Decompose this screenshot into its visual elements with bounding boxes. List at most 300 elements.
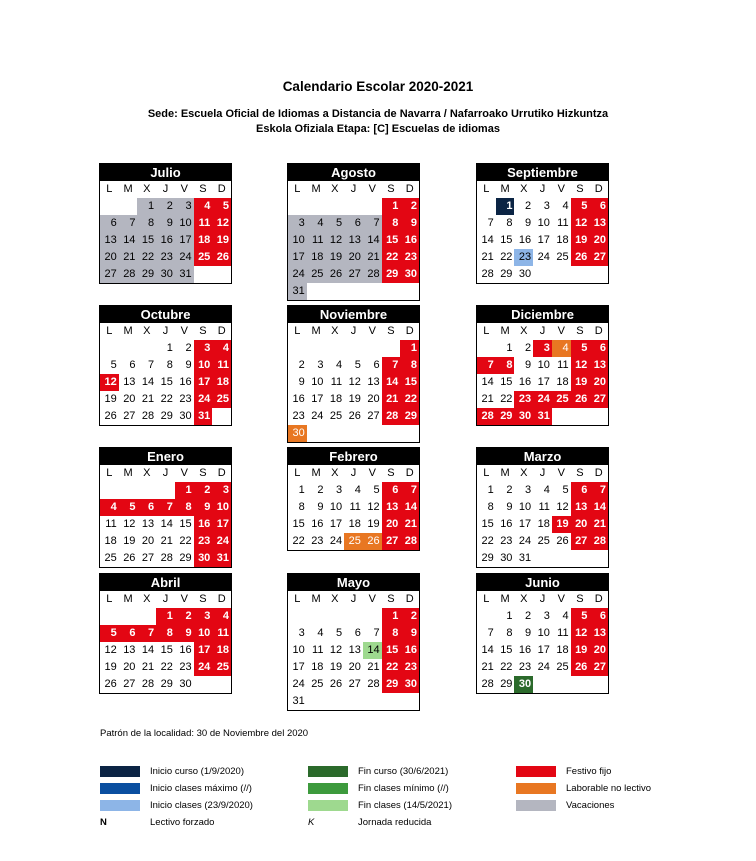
day-cell [212, 676, 231, 693]
day-cell [552, 266, 571, 283]
day-cell: 2 [185, 342, 192, 354]
week-row [288, 608, 419, 625]
weekday-label: J [350, 183, 357, 195]
day-cell: 11 [105, 518, 117, 530]
day-cell: 8 [487, 501, 494, 513]
day-cell: 25 [194, 249, 213, 266]
day-cell: 10 [329, 501, 343, 513]
weekday-label: X [143, 467, 151, 479]
weekday-label: S [199, 325, 207, 337]
day-cell: 23 [514, 249, 533, 266]
day-cell: 4 [212, 608, 231, 625]
day-cell: 10 [311, 376, 324, 388]
weekday-label: J [539, 183, 546, 195]
weekday-label: D [594, 593, 603, 605]
day-cell [194, 266, 213, 283]
day-cell [589, 408, 608, 425]
day-cell: 3 [336, 484, 343, 496]
day-cell: 22 [500, 251, 513, 263]
day-cell: 12 [329, 644, 343, 656]
day-cell: 12 [100, 374, 119, 391]
day-cell: 27 [123, 410, 136, 422]
day-cell: 7 [373, 627, 380, 639]
day-cell: 12 [571, 357, 590, 374]
week-row [100, 533, 231, 550]
day-cell [363, 693, 382, 710]
day-cell: 8 [506, 217, 513, 229]
day-cell [344, 608, 363, 625]
weekday-header [100, 465, 231, 482]
month-title: Abril [100, 574, 231, 591]
weekday-label: J [539, 593, 546, 605]
day-cell: 12 [325, 232, 344, 249]
day-cell: 24 [292, 678, 305, 690]
day-cell: 30 [400, 266, 419, 283]
day-cell: 21 [481, 393, 494, 405]
day-cell [344, 693, 363, 710]
day-cell: 17 [292, 661, 305, 673]
day-cell: 18 [194, 232, 213, 249]
day-cell: 6 [129, 359, 136, 371]
day-cell: 27 [141, 552, 155, 564]
weekday-label: J [350, 325, 357, 337]
weekday-label: L [483, 325, 490, 337]
weekday-label: M [123, 183, 133, 195]
legend-label: Fin clases (14/5/2021) [358, 800, 452, 811]
day-cell: 5 [110, 359, 117, 371]
week-row [288, 357, 419, 374]
day-cell: 17 [537, 644, 550, 656]
day-cell: 24 [537, 251, 550, 263]
day-cell: 30 [179, 410, 192, 422]
week-row [477, 659, 608, 676]
day-cell: 21 [160, 535, 173, 547]
legend-swatch [516, 766, 556, 777]
day-cell: 29 [400, 408, 419, 425]
weekday-label: S [576, 593, 584, 605]
day-cell: 5 [336, 627, 343, 639]
month-febrero [287, 447, 420, 551]
day-cell: 12 [123, 518, 136, 530]
weekday-label: J [162, 467, 169, 479]
day-cell: 5 [354, 359, 361, 371]
day-cell: 18 [556, 644, 569, 656]
day-cell: 19 [367, 518, 380, 530]
weekday-header [100, 181, 231, 198]
day-cell: 22 [382, 659, 401, 676]
weekday-label: S [387, 325, 395, 337]
day-cell: 3 [212, 482, 231, 499]
week-row [288, 482, 419, 499]
day-cell: 2 [400, 608, 419, 625]
day-cell [382, 693, 401, 710]
day-cell: 11 [538, 501, 550, 513]
day-cell: 13 [344, 232, 363, 249]
month-title: Marzo [477, 448, 608, 465]
day-cell [288, 198, 307, 215]
day-cell: 4 [354, 484, 361, 496]
day-cell: 7 [137, 625, 156, 642]
legend-swatch [308, 766, 348, 777]
day-cell: 7 [148, 359, 155, 371]
day-cell: 5 [212, 198, 231, 215]
week-row [100, 266, 231, 283]
page-title: Calendario Escolar 2020-2021 [282, 79, 474, 94]
weekday-label: V [368, 183, 376, 195]
weekday-label: M [123, 467, 133, 479]
day-cell: 3 [525, 484, 532, 496]
month-junio [476, 573, 609, 694]
day-cell: 15 [481, 518, 494, 530]
day-cell: 1 [506, 610, 513, 622]
weekday-label: M [500, 467, 510, 479]
month-title: Febrero [288, 448, 419, 465]
week-row [477, 533, 608, 550]
weekday-label: J [350, 467, 357, 479]
day-cell: 21 [589, 516, 608, 533]
day-cell: 14 [400, 499, 419, 516]
week-row [288, 659, 419, 676]
day-cell [288, 608, 307, 625]
day-cell: 31 [288, 283, 307, 300]
week-row [477, 642, 608, 659]
day-cell: 5 [571, 340, 590, 357]
legend-item [516, 783, 651, 794]
day-cell: 19 [348, 393, 361, 405]
day-cell: 3 [194, 340, 213, 357]
legend-swatch [516, 800, 556, 811]
legend-item [516, 766, 611, 777]
day-cell [119, 608, 138, 625]
day-cell: 23 [500, 535, 513, 547]
day-cell: 19 [571, 374, 590, 391]
weekday-label: J [350, 593, 357, 605]
day-cell: 21 [481, 251, 494, 263]
weekday-label: D [217, 325, 226, 337]
day-cell: 28 [400, 533, 419, 550]
day-cell: 6 [354, 627, 361, 639]
week-row [100, 642, 231, 659]
weekday-label: X [331, 183, 339, 195]
day-cell [382, 340, 401, 357]
sede-info [0, 107, 756, 137]
day-cell [552, 676, 571, 693]
day-cell: 4 [562, 610, 569, 622]
weekday-label: X [331, 593, 339, 605]
week-row [288, 283, 419, 300]
day-cell: 28 [382, 408, 401, 425]
day-cell: 8 [298, 501, 305, 513]
weekday-label: S [576, 467, 584, 479]
day-cell: 16 [179, 644, 192, 656]
day-cell: 3 [317, 359, 324, 371]
day-cell: 13 [589, 215, 608, 232]
day-cell: 30 [514, 676, 533, 693]
day-cell: 4 [543, 484, 550, 496]
day-cell: 20 [367, 393, 380, 405]
month-title: Julio [100, 164, 231, 181]
week-row [100, 676, 231, 693]
day-cell: 28 [481, 678, 494, 690]
day-cell [325, 608, 344, 625]
weekday-label: D [405, 593, 414, 605]
day-cell: 31 [212, 550, 231, 567]
day-cell: 12 [367, 501, 380, 513]
day-cell: 4 [317, 627, 324, 639]
weekday-label: D [405, 467, 414, 479]
day-cell: 26 [571, 391, 590, 408]
day-cell: 17 [537, 376, 550, 388]
day-cell: 8 [506, 627, 513, 639]
day-cell [212, 266, 231, 283]
day-cell: 14 [363, 642, 382, 659]
day-cell: 7 [477, 357, 496, 374]
day-cell: 14 [382, 374, 401, 391]
day-cell: 29 [137, 266, 156, 283]
day-cell: 16 [179, 376, 192, 388]
week-row [288, 408, 419, 425]
day-cell [307, 283, 326, 300]
day-cell: 16 [400, 642, 419, 659]
day-cell: 15 [400, 374, 419, 391]
day-cell: 20 [344, 249, 363, 266]
day-cell [477, 198, 496, 215]
week-row [100, 659, 231, 676]
day-cell [307, 693, 326, 710]
week-row [477, 266, 608, 283]
day-cell: 18 [212, 642, 231, 659]
day-cell: 10 [537, 627, 550, 639]
legend-symbol: N [100, 817, 107, 828]
day-cell [363, 283, 382, 300]
week-row [477, 391, 608, 408]
day-cell [156, 482, 175, 499]
day-cell: 3 [288, 215, 307, 232]
day-cell: 16 [500, 518, 513, 530]
legend-item [308, 817, 431, 828]
weekday-label: L [483, 183, 490, 195]
day-cell: 10 [292, 644, 305, 656]
day-cell: 19 [571, 232, 590, 249]
day-cell: 22 [160, 393, 173, 405]
legend-label: Laborable no lectivo [566, 783, 652, 794]
day-cell: 9 [185, 359, 192, 371]
weekday-header [100, 323, 231, 340]
day-cell: 13 [123, 376, 136, 388]
day-cell: 12 [556, 501, 569, 513]
day-cell: 20 [589, 232, 608, 249]
legend-swatch [100, 800, 140, 811]
day-cell: 13 [123, 644, 136, 656]
weekday-label: X [143, 183, 151, 195]
day-cell: 2 [400, 198, 419, 215]
week-row [288, 215, 419, 232]
weekday-label: M [123, 325, 133, 337]
legend-label: Fin curso (30/6/2021) [358, 766, 449, 777]
day-cell [477, 608, 496, 625]
day-cell: 9 [194, 499, 213, 516]
weekday-label: D [217, 593, 226, 605]
day-cell: 16 [518, 644, 532, 656]
legend-label: Vacaciones [566, 800, 615, 811]
weekday-label: D [217, 467, 226, 479]
day-cell: 11 [330, 376, 343, 388]
weekday-label: D [405, 183, 414, 195]
legend-item [100, 817, 214, 828]
day-cell: 15 [160, 644, 173, 656]
legend-label: Festivo fijo [566, 766, 612, 777]
day-cell: 23 [514, 391, 533, 408]
weekday-label: D [405, 325, 414, 337]
day-cell: 6 [589, 608, 608, 625]
day-cell [363, 198, 382, 215]
week-row [100, 391, 231, 408]
day-cell: 6 [119, 625, 138, 642]
day-cell: 5 [571, 198, 590, 215]
day-cell: 11 [212, 625, 231, 642]
weekday-header [477, 591, 608, 608]
day-cell: 30 [500, 552, 513, 564]
month-title: Octubre [100, 306, 231, 323]
day-cell: 23 [194, 533, 213, 550]
day-cell: 25 [307, 266, 326, 283]
weekday-label: L [294, 593, 301, 605]
day-cell: 13 [382, 499, 401, 516]
day-cell: 23 [179, 393, 192, 405]
day-cell [307, 608, 326, 625]
legend-item [100, 800, 253, 811]
weekday-label: X [331, 325, 339, 337]
day-cell [325, 283, 344, 300]
day-cell: 13 [589, 357, 608, 374]
day-cell [307, 340, 326, 357]
day-cell: 27 [367, 410, 380, 422]
day-cell [533, 266, 552, 283]
day-cell: 25 [556, 251, 569, 263]
day-cell: 26 [556, 535, 569, 547]
day-cell: 31 [518, 552, 532, 564]
month-agosto [287, 163, 420, 301]
week-row [100, 340, 231, 357]
day-cell [137, 608, 156, 625]
weekday-label: V [557, 467, 565, 479]
day-cell: 10 [537, 359, 550, 371]
weekday-label: J [539, 467, 546, 479]
day-cell: 16 [292, 393, 305, 405]
weekday-label: M [500, 325, 510, 337]
day-cell: 25 [552, 391, 571, 408]
day-cell: 27 [589, 249, 608, 266]
weekday-label: S [387, 593, 395, 605]
week-row [288, 642, 419, 659]
legend-swatch [308, 783, 348, 794]
day-cell: 24 [329, 535, 343, 547]
week-row [288, 198, 419, 215]
day-cell: 28 [363, 266, 382, 283]
day-cell: 6 [137, 499, 156, 516]
day-cell: 14 [119, 232, 138, 249]
day-cell: 19 [212, 232, 231, 249]
day-cell: 9 [156, 215, 175, 232]
day-cell: 18 [329, 393, 343, 405]
sede-line-2: Eskola Ofiziala Etapa: [C] Escuelas de idiomas [256, 123, 500, 135]
day-cell: 15 [292, 518, 305, 530]
day-cell: 31 [175, 266, 194, 283]
day-cell: 10 [194, 625, 213, 642]
day-cell: 29 [500, 678, 513, 690]
day-cell: 19 [552, 516, 571, 533]
weekday-label: V [180, 325, 188, 337]
day-cell: 7 [487, 627, 494, 639]
day-cell: 15 [500, 376, 513, 388]
day-cell: 19 [104, 661, 117, 673]
day-cell: 26 [123, 552, 136, 564]
day-cell: 9 [400, 215, 419, 232]
day-cell: 28 [141, 410, 155, 422]
month-title: Noviembre [288, 306, 419, 323]
day-cell: 17 [194, 374, 213, 391]
day-cell: 2 [156, 198, 175, 215]
day-cell: 25 [212, 391, 231, 408]
day-cell: 15 [137, 232, 156, 249]
weekday-header [477, 465, 608, 482]
day-cell: 2 [194, 482, 213, 499]
day-cell: 2 [525, 610, 532, 622]
day-cell: 30 [288, 425, 307, 442]
day-cell: 9 [317, 501, 324, 513]
day-cell: 18 [556, 376, 569, 388]
week-row [477, 340, 608, 357]
day-cell [137, 340, 156, 357]
weekday-label: X [520, 467, 528, 479]
weekday-header [288, 181, 419, 198]
day-cell: 15 [500, 644, 513, 656]
week-row [100, 357, 231, 374]
day-cell: 26 [212, 249, 231, 266]
week-row [100, 499, 231, 516]
day-cell: 13 [589, 625, 608, 642]
week-row [477, 482, 608, 499]
month-title: Agosto [288, 164, 419, 181]
day-cell: 11 [557, 359, 569, 371]
day-cell: 18 [104, 535, 117, 547]
day-cell [571, 266, 590, 283]
day-cell [119, 198, 138, 215]
month-mayo [287, 573, 420, 711]
day-cell: 9 [175, 625, 194, 642]
day-cell: 18 [348, 518, 361, 530]
day-cell: 14 [481, 376, 494, 388]
weekday-label: X [143, 593, 151, 605]
day-cell: 4 [307, 215, 326, 232]
day-cell: 30 [514, 408, 533, 425]
day-cell [589, 676, 608, 693]
day-cell: 14 [160, 518, 173, 530]
legend-symbol: K [308, 817, 315, 828]
day-cell: 17 [212, 516, 231, 533]
day-cell: 2 [525, 200, 532, 212]
day-cell: 7 [487, 217, 494, 229]
day-cell [552, 550, 571, 567]
month-noviembre [287, 305, 420, 443]
day-cell: 25 [556, 661, 569, 673]
weekday-label: S [576, 183, 584, 195]
day-cell: 1 [506, 342, 513, 354]
day-cell: 8 [382, 215, 401, 232]
legend-label: Inicio curso (1/9/2020) [150, 766, 244, 777]
day-cell: 13 [367, 376, 380, 388]
day-cell: 24 [533, 391, 552, 408]
